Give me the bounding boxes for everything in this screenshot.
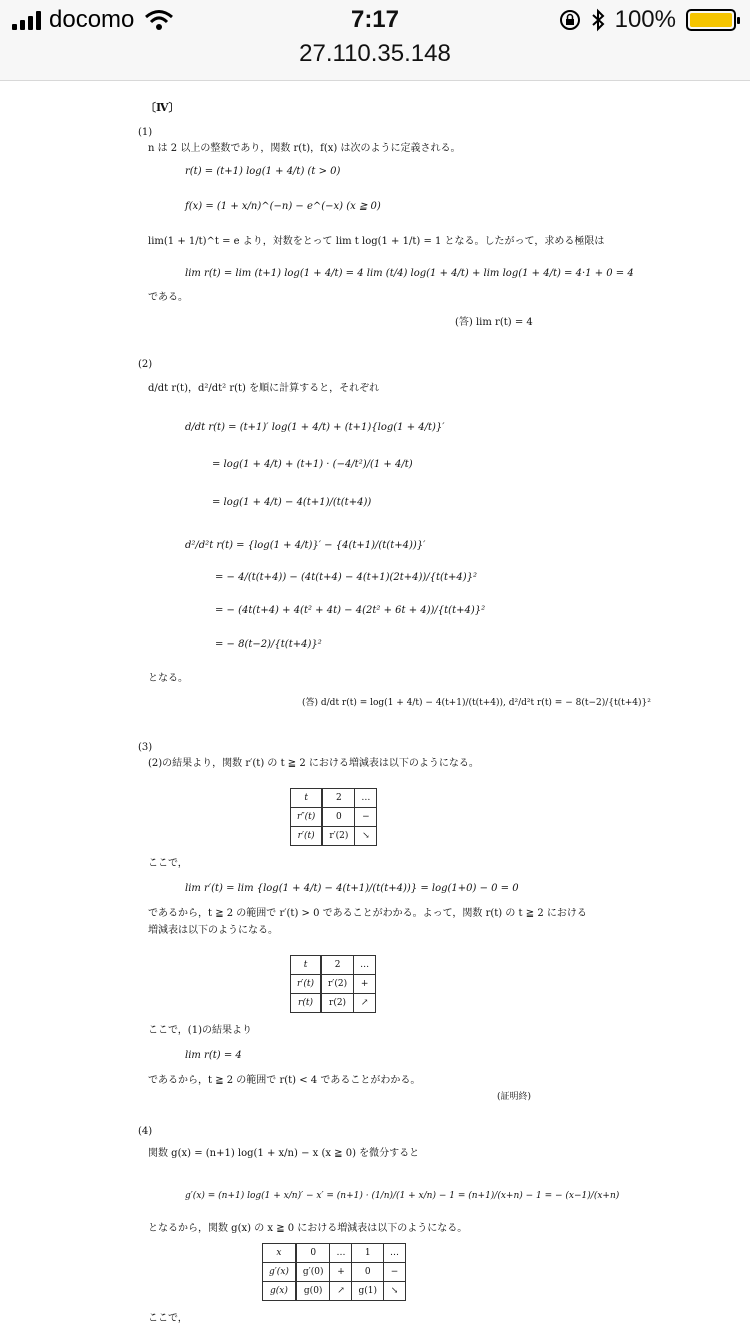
table-r-cell: r(t) xyxy=(291,994,322,1013)
battery-icon xyxy=(686,9,736,31)
d2: = log(1 + 4/t) + (t+1) · (−4/t²)/(1 + 4/t) xyxy=(212,459,413,470)
table-g-cell: g(0) xyxy=(296,1282,330,1301)
table-rprime-cell: ↘ xyxy=(355,827,377,846)
part3-lim2: lim r(t) = 4 xyxy=(185,1050,242,1061)
document xyxy=(0,81,750,1334)
table-rprime-cell: t xyxy=(291,789,323,808)
part1-answer: (答) lim r(t) = 4 xyxy=(455,317,533,328)
table-r xyxy=(290,955,376,1013)
part1-intro: n は 2 以上の整数であり，関数 r(t)，f(x) は次のように定義される。 xyxy=(148,143,461,154)
address-bar[interactable]: 27.110.35.148 xyxy=(299,40,451,67)
part2-answer: (答) d/dt r(t) = log(1 + 4/t) − 4(t+1)/(t(t+4)), d²/d²t r(t) = − 8(t−2)/{t(t+4)}² xyxy=(302,698,651,708)
e2: = − 4/(t(t+4)) − (4t(t+4) − 4(t+1)(2t+4))/{t(t+4)}² xyxy=(215,572,477,583)
table-g xyxy=(262,1243,406,1301)
table-r-cell: r′(t) xyxy=(291,975,322,994)
part3-s1: であるから，t ≧ 2 の範囲で r′(t) > 0 であることがわかる。よって，関数 r(t) の t ≧ 2 における xyxy=(148,908,587,919)
d1: d/dt r(t) = (t+1)′ log(1 + 4/t) + (t+1){log(1 + 4/t)}′ xyxy=(185,422,445,433)
table-r-cell: … xyxy=(354,956,376,975)
table-g-cell: ↗ xyxy=(330,1282,352,1301)
table-rprime-cell: − xyxy=(355,808,377,827)
part3-lim: lim r′(t) = lim {log(1 + 4/t) − 4(t+1)/(t(t+4))} = log(1+0) − 0 = 0 xyxy=(185,883,519,894)
part4-intro: 関数 g(x) = (n+1) log(1 + x/n) − x (x ≧ 0) を微分すると xyxy=(148,1148,420,1159)
def-r: r(t) = (t+1) log(1 + 4/t) (t > 0) xyxy=(185,166,341,177)
rotation-lock-icon xyxy=(559,9,581,31)
table-r-cell: ↗ xyxy=(354,994,376,1013)
e1: d²/d²t r(t) = {log(1 + 4/t)}′ − {4(t+1)/(t(t+4))}′ xyxy=(185,540,426,551)
table-r-cell: 2 xyxy=(321,956,354,975)
part3-label: (3) xyxy=(138,742,153,753)
table-rprime-row xyxy=(291,789,377,808)
table-r-cell: + xyxy=(354,975,376,994)
table-g-cell: … xyxy=(330,1244,352,1263)
table-rprime-cell: r′(t) xyxy=(291,827,323,846)
table-rprime-cell: … xyxy=(355,789,377,808)
table-g-cell: − xyxy=(383,1263,405,1282)
table-r-cell: t xyxy=(291,956,322,975)
qed: (証明終) xyxy=(497,1092,532,1102)
table-g-cell: … xyxy=(383,1244,405,1263)
part1-label: (1) xyxy=(138,127,153,138)
part3-intro: (2)の結果より，関数 r′(t) の t ≧ 2 における増減表は以下のようになる。 xyxy=(148,758,479,769)
part2-intro: d/dt r(t)，d²/dt² r(t) を順に計算すると，それぞれ xyxy=(148,383,380,394)
table-r-row xyxy=(291,975,376,994)
table-g-cell: g′(0) xyxy=(296,1263,330,1282)
table-rprime-cell: r″(t) xyxy=(291,808,323,827)
part4-deriv: g′(x) = (n+1) log(1 + x/n)′ − x′ = (n+1) · (1/n)/(1 + x/n) − 1 = (n+1)/(x+n) − 1 = − (x−1)/(x+n) xyxy=(185,1191,620,1201)
table-g-cell: g′(x) xyxy=(263,1263,296,1282)
e4: = − 8(t−2)/{t(t+4)}² xyxy=(215,639,322,650)
table-g-cell: + xyxy=(330,1263,352,1282)
table-r-row xyxy=(291,956,376,975)
part4-s1: となるから，関数 g(x) の x ≧ 0 における増減表は以下のようになる。 xyxy=(148,1223,468,1234)
table-rprime-cell: 2 xyxy=(322,789,355,808)
table-rprime-row xyxy=(291,808,377,827)
table-rprime-cell: 0 xyxy=(322,808,355,827)
table-g-row xyxy=(263,1244,406,1263)
table-rprime-row xyxy=(291,827,377,846)
part3-s3: であるから，t ≧ 2 の範囲で r(t) < 4 であることがわかる。 xyxy=(148,1075,421,1086)
table-g-cell: ↘ xyxy=(383,1282,405,1301)
table-rprime-cell: r′(2) xyxy=(322,827,355,846)
e3: = − (4t(t+4) + 4(t² + 4t) − 4(2t² + 6t + 4))/{t(t+4)}² xyxy=(215,605,486,616)
table-g-cell: 0 xyxy=(296,1244,330,1263)
table-g-cell: g(x) xyxy=(263,1282,296,1301)
part2-label: (2) xyxy=(138,359,153,370)
table-r-row xyxy=(291,994,376,1013)
table-g-cell: g(1) xyxy=(352,1282,384,1301)
status-right xyxy=(559,6,736,34)
table-g-row xyxy=(263,1263,406,1282)
carrier-name: docomo xyxy=(49,6,135,33)
part1-calc: lim r(t) = lim (t+1) log(1 + 4/t) = 4 lim (t/4) log(1 + 4/t) + lim log(1 + 4/t) = 4·1 + 0 = 4 xyxy=(185,268,634,279)
table-g-row xyxy=(263,1282,406,1301)
d3: = log(1 + 4/t) − 4(t+1)/(t(t+4)) xyxy=(212,497,372,508)
clock: 7:17 xyxy=(350,6,400,33)
part1-end: である。 xyxy=(148,292,188,303)
part2-end: となる。 xyxy=(148,673,188,684)
table-g-cell: 1 xyxy=(352,1244,384,1263)
table-r-cell: r′(2) xyxy=(321,975,354,994)
section-title: 〔Ⅳ〕 xyxy=(145,101,180,114)
battery-percent: 100% xyxy=(614,6,676,33)
bluetooth-icon xyxy=(591,8,605,32)
part1-reason: lim(1 + 1/t)^t = e より，対数をとって lim t log(1 + 1/t) = 1 となる。したがって，求める極限は xyxy=(148,236,605,247)
part3-here: ここで， xyxy=(148,858,188,869)
def-f: f(x) = (1 + x/n)^(−n) − e^(−x) (x ≧ 0) xyxy=(185,201,381,212)
table-rprime xyxy=(290,788,377,846)
table-r-cell: r(2) xyxy=(321,994,354,1013)
part4-here: ここで， xyxy=(148,1313,188,1324)
part4-label: (4) xyxy=(138,1126,153,1137)
table-g-cell: x xyxy=(263,1244,296,1263)
part3-s2: 増減表は以下のようになる。 xyxy=(148,925,278,936)
table-g-cell: 0 xyxy=(352,1263,384,1282)
status-bar xyxy=(0,0,750,81)
part3-here2: ここで，(1)の結果より xyxy=(148,1025,252,1036)
